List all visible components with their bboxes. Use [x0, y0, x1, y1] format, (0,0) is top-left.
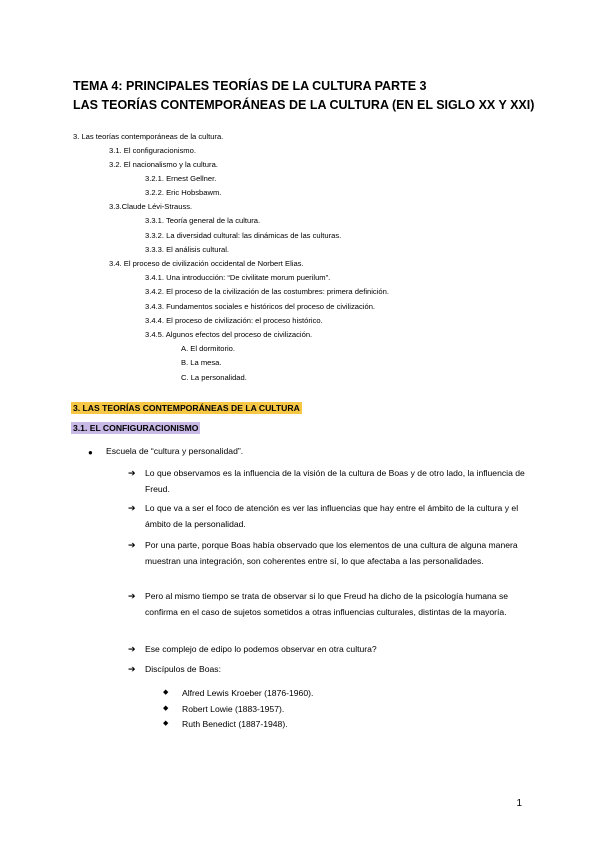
arrow-icon: ➔ [128, 540, 136, 550]
arrow-item [128, 661, 528, 677]
page-number: 1 [516, 798, 522, 809]
bullet-text: Escuela de “cultura y personalidad”. [106, 446, 244, 456]
document-title-line-2: LAS TEORÍAS CONTEMPORÁNEAS DE LA CULTURA (EN EL SIGLO XX Y XXI) [73, 98, 535, 112]
arrow-icon: ➔ [128, 644, 136, 654]
toc-item: 3.3.2. La diversidad cultural: las dinámicas de las culturas. [145, 231, 342, 240]
toc-item: 3.2. El nacionalismo y la cultura. [109, 160, 218, 169]
section-heading: 3. LAS TEORÍAS CONTEMPORÁNEAS DE LA CULTURA [73, 403, 300, 413]
diamond-icon: ◆ [163, 705, 169, 712]
arrow-text: Discípulos de Boas: [145, 664, 221, 674]
arrow-item [128, 588, 528, 620]
bullet-icon: ● [88, 448, 93, 457]
arrow-icon: ➔ [128, 591, 136, 601]
disciple-name: Alfred Lewis Kroeber (1876-1960). [182, 688, 314, 698]
toc-item: 3.3.Claude Lévi-Strauss. [109, 202, 193, 211]
arrow-item [128, 500, 528, 532]
toc-item: 3.3.1. Teoría general de la cultura. [145, 216, 261, 225]
toc-item: 3.2.2. Eric Hobsbawm. [145, 188, 222, 197]
arrow-item [128, 641, 528, 657]
toc-item: 3. Las teorías contemporáneas de la cultura. [73, 132, 224, 141]
diamond-icon: ◆ [163, 689, 169, 696]
toc-item: C. La personalidad. [181, 373, 247, 382]
arrow-icon: ➔ [128, 503, 136, 513]
arrow-item [128, 465, 528, 497]
toc-item: B. La mesa. [181, 358, 222, 367]
toc-item: 3.4. El proceso de civilización occidental de Norbert Elias. [109, 259, 304, 268]
disciple-name: Ruth Benedict (1887-1948). [182, 719, 288, 729]
document-title-line-1: TEMA 4: PRINCIPALES TEORÍAS DE LA CULTURA PARTE 3 [73, 79, 427, 93]
arrow-icon: ➔ [128, 664, 136, 674]
arrow-text: Lo que va a ser el foco de atención es ver las influencias que hay entre el ámbito de la cultura y el ámbito de la personalidad. [145, 503, 519, 529]
arrow-text: Ese complejo de edipo lo podemos observar en otra cultura? [145, 644, 377, 654]
diamond-icon: ◆ [163, 720, 169, 727]
toc-item: A. El dormitorio. [181, 344, 236, 353]
toc-item: 3.1. El configuracionismo. [109, 146, 196, 155]
toc-item: 3.2.1. Ernest Gellner. [145, 174, 217, 183]
toc-item: 3.4.1. Una introducción: “De civilitate morum puerilum”. [145, 273, 331, 282]
toc-item: 3.4.3. Fundamentos sociales e históricos del proceso de civilización. [145, 302, 376, 311]
toc-item: 3.4.2. El proceso de la civilización de las costumbres: primera definición. [145, 287, 389, 296]
arrow-text: Lo que observamos es la influencia de la visión de la cultura de Boas y de otro lado, la influencia de Freud. [145, 468, 525, 494]
arrow-item [128, 537, 528, 569]
subsection-heading: 3.1. EL CONFIGURACIONISMO [73, 423, 199, 433]
toc-item: 3.4.4. El proceso de civilización: el proceso histórico. [145, 316, 323, 325]
disciple-name: Robert Lowie (1883-1957). [182, 704, 285, 714]
toc-item: 3.4.5. Algunos efectos del proceso de civilización. [145, 330, 313, 339]
arrow-icon: ➔ [128, 468, 136, 478]
arrow-text: Pero al mismo tiempo se trata de observar si lo que Freud ha dicho de la psicología humana se confirma en el caso de sujetos sometidos a otras influencias culturales, distintas de la mayoría. [145, 591, 509, 617]
toc-item: 3.3.3. El análisis cultural. [145, 245, 229, 254]
arrow-text: Por una parte, porque Boas había observado que los elementos de una cultura de alguna manera muestran una integración, son coherentes entre sí, lo que afectaba a las personalidades. [145, 540, 518, 566]
